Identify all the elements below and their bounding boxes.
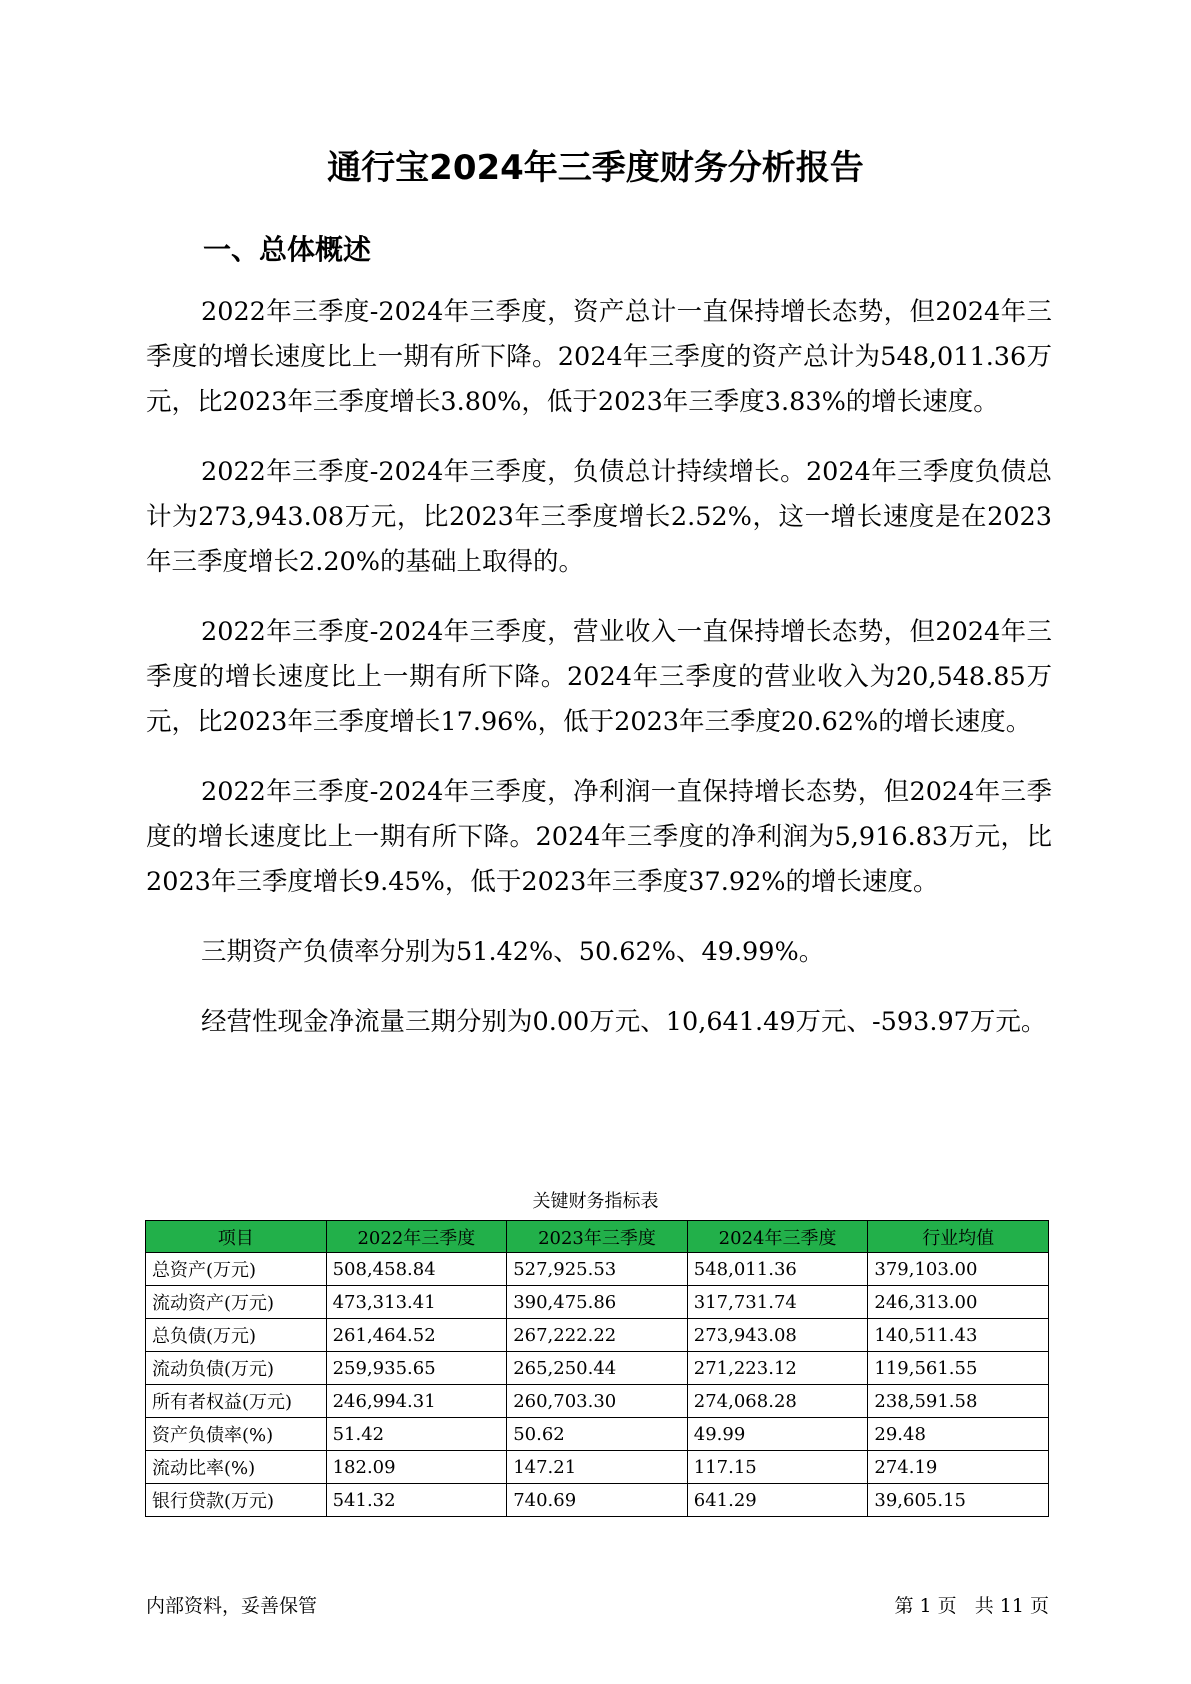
table-row xyxy=(146,1451,1049,1484)
table-row xyxy=(146,1385,1049,1418)
table-cell: 261,464.52 xyxy=(326,1319,507,1352)
table-cell: 39,605.15 xyxy=(868,1484,1049,1517)
page-title: 通行宝2024年三季度财务分析报告 xyxy=(327,148,864,188)
table-cell: 317,731.74 xyxy=(687,1286,868,1319)
table-cell: 508,458.84 xyxy=(326,1253,507,1286)
paragraph-cash-flow: 经营性现金净流量三期分别为0.00万元、10,641.49万元、-593.97万元。 xyxy=(201,1007,1047,1037)
table-cell-label: 所有者权益(万元) xyxy=(146,1385,327,1418)
table-cell: 273,943.08 xyxy=(687,1319,868,1352)
table-row xyxy=(146,1253,1049,1286)
table-cell: 740.69 xyxy=(507,1484,688,1517)
table-cell-label: 流动资产(万元) xyxy=(146,1286,327,1319)
paragraph-net-profit: 2022年三季度-2024年三季度，净利润一直保持增长态势，但2024年三季度的增长速度比上一期有所下降。2024年三季度的净利润为5,916.83万元，比2023年三季度增长9.45%，低于2023年三季度37.92%的增长速度。 xyxy=(146,777,1052,897)
column-header-2024q3: 2024年三季度 xyxy=(687,1221,868,1253)
table-cell: 274.19 xyxy=(868,1451,1049,1484)
column-header-2023q3: 2023年三季度 xyxy=(507,1221,688,1253)
table-cell: 119,561.55 xyxy=(868,1352,1049,1385)
table-cell: 527,925.53 xyxy=(507,1253,688,1286)
table-cell-label: 流动比率(%) xyxy=(146,1451,327,1484)
paragraph-liabilities: 2022年三季度-2024年三季度，负债总计持续增长。2024年三季度负债总计为273,943.08万元，比2023年三季度增长2.52%，这一增长速度是在2023年三季度增长2.20%的基础上取得的。 xyxy=(146,457,1052,577)
financial-indicators-table xyxy=(145,1220,1049,1517)
table-cell: 117.15 xyxy=(687,1451,868,1484)
table-cell: 140,511.43 xyxy=(868,1319,1049,1352)
paragraph-assets: 2022年三季度-2024年三季度，资产总计一直保持增长态势，但2024年三季度的增长速度比上一期有所下降。2024年三季度的资产总计为548,011.36万元，比2023年三季度增长3.80%，低于2023年三季度3.83%的增长速度。 xyxy=(146,297,1052,417)
column-header-industry-average: 行业均值 xyxy=(868,1221,1049,1253)
table-cell-label: 资产负债率(%) xyxy=(146,1418,327,1451)
table-cell: 548,011.36 xyxy=(687,1253,868,1286)
table-cell: 379,103.00 xyxy=(868,1253,1049,1286)
footer-confidential-note: 内部资料，妥善保管 xyxy=(146,1595,318,1617)
table-row xyxy=(146,1319,1049,1352)
table-cell: 265,250.44 xyxy=(507,1352,688,1385)
paragraph-debt-ratio: 三期资产负债率分别为51.42%、50.62%、49.99%。 xyxy=(201,937,825,967)
paragraph-revenue: 2022年三季度-2024年三季度，营业收入一直保持增长态势，但2024年三季度的增长速度比上一期有所下降。2024年三季度的营业收入为20,548.85万元，比2023年三季度增长17.96%，低于2023年三季度20.62%的增长速度。 xyxy=(146,617,1052,737)
table-cell: 274,068.28 xyxy=(687,1385,868,1418)
table-cell-label: 总负债(万元) xyxy=(146,1319,327,1352)
table-cell: 50.62 xyxy=(507,1418,688,1451)
table-cell: 246,313.00 xyxy=(868,1286,1049,1319)
table-cell: 267,222.22 xyxy=(507,1319,688,1352)
table-cell: 473,313.41 xyxy=(326,1286,507,1319)
table-cell: 390,475.86 xyxy=(507,1286,688,1319)
table-caption: 关键财务指标表 xyxy=(532,1191,659,1212)
column-header-item: 项目 xyxy=(146,1221,327,1253)
table-cell: 260,703.30 xyxy=(507,1385,688,1418)
table-row xyxy=(146,1418,1049,1451)
table-cell: 147.21 xyxy=(507,1451,688,1484)
column-header-2022q3: 2022年三季度 xyxy=(326,1221,507,1253)
table-cell-label: 流动负债(万元) xyxy=(146,1352,327,1385)
table-cell: 51.42 xyxy=(326,1418,507,1451)
table-header-row xyxy=(146,1221,1049,1253)
body-text xyxy=(146,290,1052,1070)
table-cell: 29.48 xyxy=(868,1418,1049,1451)
table-row xyxy=(146,1352,1049,1385)
section-heading: 一、总体概述 xyxy=(203,233,372,266)
footer-page-number: 第 1 页 共 11 页 xyxy=(894,1595,1049,1617)
table-cell: 246,994.31 xyxy=(326,1385,507,1418)
table-cell: 238,591.58 xyxy=(868,1385,1049,1418)
table-cell: 49.99 xyxy=(687,1418,868,1451)
table-row xyxy=(146,1286,1049,1319)
table-cell: 271,223.12 xyxy=(687,1352,868,1385)
table-cell-label: 银行贷款(万元) xyxy=(146,1484,327,1517)
table-row xyxy=(146,1484,1049,1517)
table-cell: 259,935.65 xyxy=(326,1352,507,1385)
table-cell: 182.09 xyxy=(326,1451,507,1484)
table-cell-label: 总资产(万元) xyxy=(146,1253,327,1286)
table-cell: 541.32 xyxy=(326,1484,507,1517)
table-cell: 641.29 xyxy=(687,1484,868,1517)
